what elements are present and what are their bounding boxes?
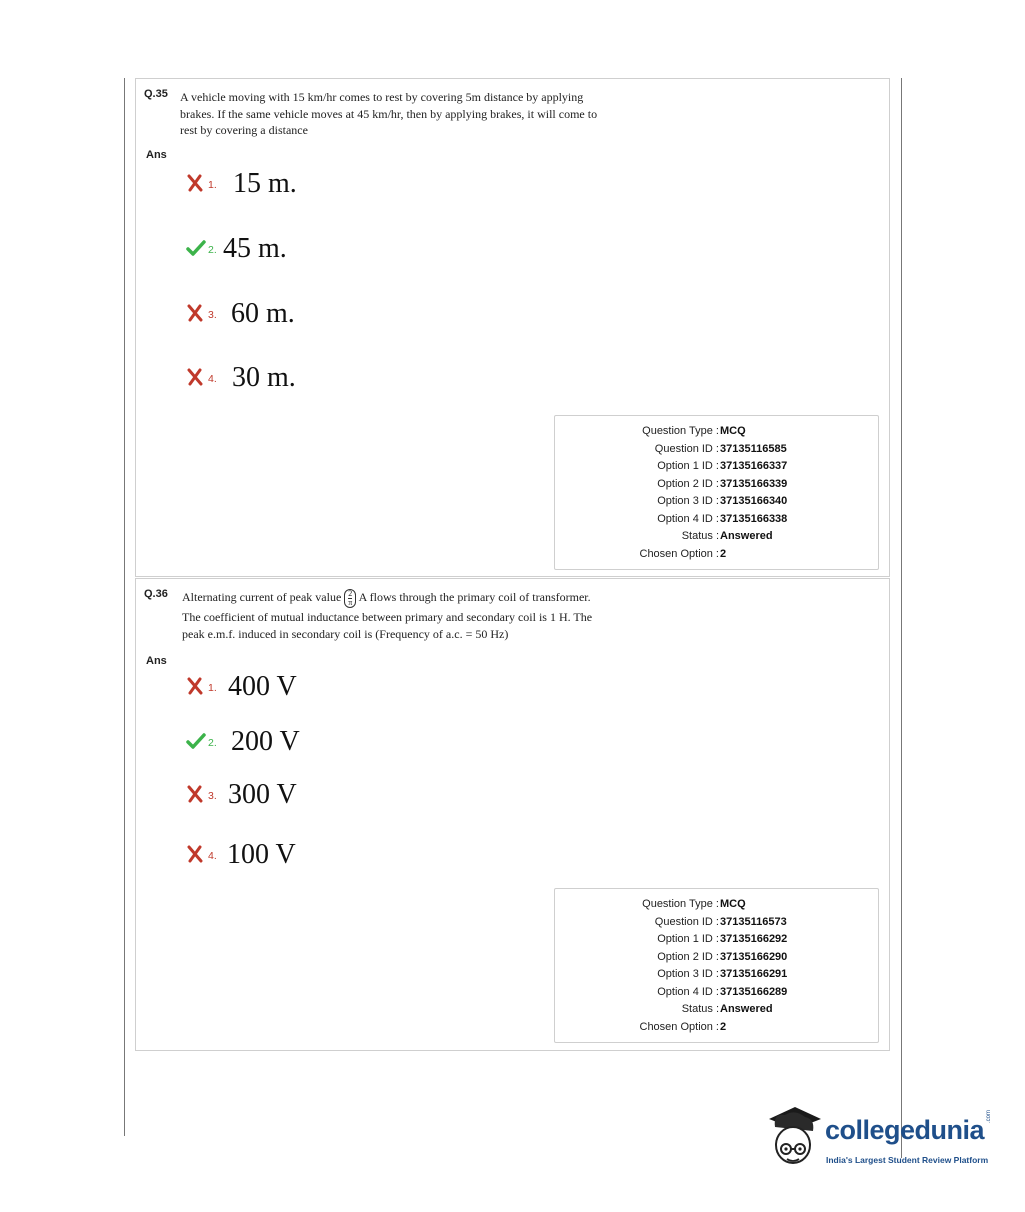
- meta-value: 2: [720, 1020, 727, 1033]
- wrong-cross-icon: [186, 174, 204, 192]
- option-number: 2.: [208, 244, 217, 256]
- meta-row: [555, 547, 880, 562]
- option-number: 4.: [208, 373, 217, 385]
- mascot-icon: [765, 1105, 823, 1171]
- meta-row: [555, 477, 880, 492]
- option-text: 60 m.: [231, 298, 295, 329]
- meta-key: Option 4 ID :: [657, 985, 719, 998]
- fraction: [344, 589, 356, 608]
- option-row: [186, 298, 486, 344]
- question-meta-box: [554, 888, 879, 1043]
- wrong-cross-icon: [186, 304, 204, 322]
- meta-key: Chosen Option :: [639, 1020, 719, 1033]
- option-row: [186, 779, 486, 825]
- option-text: 15 m.: [233, 168, 297, 199]
- meta-key: Option 3 ID :: [657, 495, 719, 507]
- logo-tagline: India's Largest Student Review Platform: [826, 1155, 989, 1165]
- wrong-cross-icon: [186, 677, 204, 695]
- meta-row: [555, 1002, 880, 1017]
- correct-check-icon: [186, 732, 206, 750]
- meta-row: [555, 424, 880, 439]
- meta-key: Question ID :: [654, 442, 719, 455]
- meta-key: Chosen Option :: [639, 547, 719, 560]
- meta-key: Option 1 ID :: [657, 933, 719, 945]
- meta-value: 37135116573: [720, 915, 787, 928]
- option-row: [186, 362, 486, 408]
- question-number: Q.36: [144, 588, 168, 600]
- logo-wordmark: collegedunia: [825, 1115, 985, 1145]
- meta-row: [555, 932, 880, 947]
- collegedunia-logo: [765, 1105, 995, 1175]
- meta-value: Answered: [720, 1003, 773, 1015]
- meta-value: 37135166337: [720, 460, 788, 472]
- meta-row: [555, 512, 880, 527]
- meta-value: 37135166339: [720, 477, 788, 490]
- page-right-rule: [901, 78, 902, 1158]
- fraction-denominator: π: [348, 597, 353, 607]
- option-number: 3.: [208, 309, 217, 321]
- wrong-cross-icon: [186, 368, 204, 386]
- meta-value: 37135116585: [720, 442, 787, 455]
- option-number: 4.: [208, 850, 217, 862]
- meta-key: Status :: [681, 1003, 719, 1015]
- meta-key: Option 2 ID :: [657, 477, 719, 490]
- option-text: 300 V: [228, 779, 297, 810]
- option-text: 400 V: [228, 671, 297, 702]
- option-row: [186, 839, 486, 885]
- wrong-cross-icon: [186, 785, 204, 803]
- meta-row: [555, 967, 880, 982]
- option-number: 1.: [208, 682, 217, 694]
- meta-row: [555, 1020, 880, 1035]
- logo-suffix: .com: [986, 1109, 992, 1123]
- question-text-line: The coefficient of mutual inductance between primary and secondary coil is 1 H. The: [182, 610, 593, 624]
- meta-value: 37135166338: [720, 512, 788, 525]
- meta-key: Question Type :: [642, 425, 719, 437]
- option-text: 45 m.: [223, 233, 287, 264]
- option-row: [186, 726, 486, 772]
- option-text: 30 m.: [232, 362, 296, 393]
- meta-row: [555, 494, 880, 509]
- option-row: [186, 233, 486, 279]
- meta-value: MCQ: [720, 425, 746, 437]
- meta-row: [555, 950, 880, 965]
- option-number: 1.: [208, 179, 217, 191]
- option-text: 200 V: [231, 726, 300, 757]
- answer-label: Ans: [146, 149, 167, 161]
- meta-key: Option 4 ID :: [657, 512, 719, 525]
- meta-value: 37135166292: [720, 933, 788, 945]
- question-text-line: [182, 585, 702, 609]
- meta-row: [555, 529, 880, 544]
- meta-value: MCQ: [720, 898, 746, 910]
- meta-key: Option 3 ID :: [657, 968, 719, 980]
- question-number: Q.35: [144, 88, 168, 100]
- meta-value: Answered: [720, 530, 773, 542]
- answer-label: Ans: [146, 655, 167, 667]
- question-text-line: A vehicle moving with 15 km/hr comes to rest by covering 5m distance by applying: [180, 90, 584, 104]
- meta-row: [555, 985, 880, 1000]
- correct-check-icon: [186, 239, 206, 257]
- question-text-line: peak e.m.f. induced in secondary coil is (Frequency of a.c. = 50 Hz): [182, 626, 509, 641]
- question-text-segment: Alternating current of peak value: [182, 590, 342, 604]
- meta-key: Question Type :: [642, 898, 719, 910]
- option-row: [186, 168, 486, 214]
- meta-row: [555, 459, 880, 474]
- meta-key: Question ID :: [654, 915, 719, 928]
- option-number: 3.: [208, 790, 217, 802]
- meta-value: 37135166340: [720, 495, 788, 507]
- meta-value: 37135166290: [720, 950, 788, 963]
- meta-key: Status :: [681, 530, 719, 542]
- meta-value: 37135166289: [720, 985, 788, 998]
- meta-row: [555, 897, 880, 912]
- question-text-line: rest by covering a distance: [180, 123, 308, 137]
- fraction-numerator: 2: [348, 588, 353, 598]
- option-row: [186, 671, 486, 717]
- page-left-rule: [124, 78, 125, 1136]
- wrong-cross-icon: [186, 845, 204, 863]
- meta-row: [555, 915, 880, 930]
- meta-value: 2: [720, 547, 727, 560]
- meta-key: Option 2 ID :: [657, 950, 719, 963]
- meta-row: [555, 442, 880, 457]
- question-text-line: brakes. If the same vehicle moves at 45 km/hr, then by applying brakes, it will come to: [180, 106, 598, 121]
- question-text: [182, 585, 702, 642]
- meta-key: Option 1 ID :: [657, 460, 719, 472]
- question-card-36: [135, 578, 890, 1051]
- question-card-35: [135, 78, 890, 577]
- question-text: [180, 89, 700, 139]
- option-number: 2.: [208, 737, 217, 749]
- question-text-segment: A flows through the primary coil of transformer.: [358, 590, 591, 604]
- question-meta-box: [554, 415, 879, 570]
- meta-value: 37135166291: [720, 968, 788, 980]
- option-text: 100 V: [227, 839, 296, 870]
